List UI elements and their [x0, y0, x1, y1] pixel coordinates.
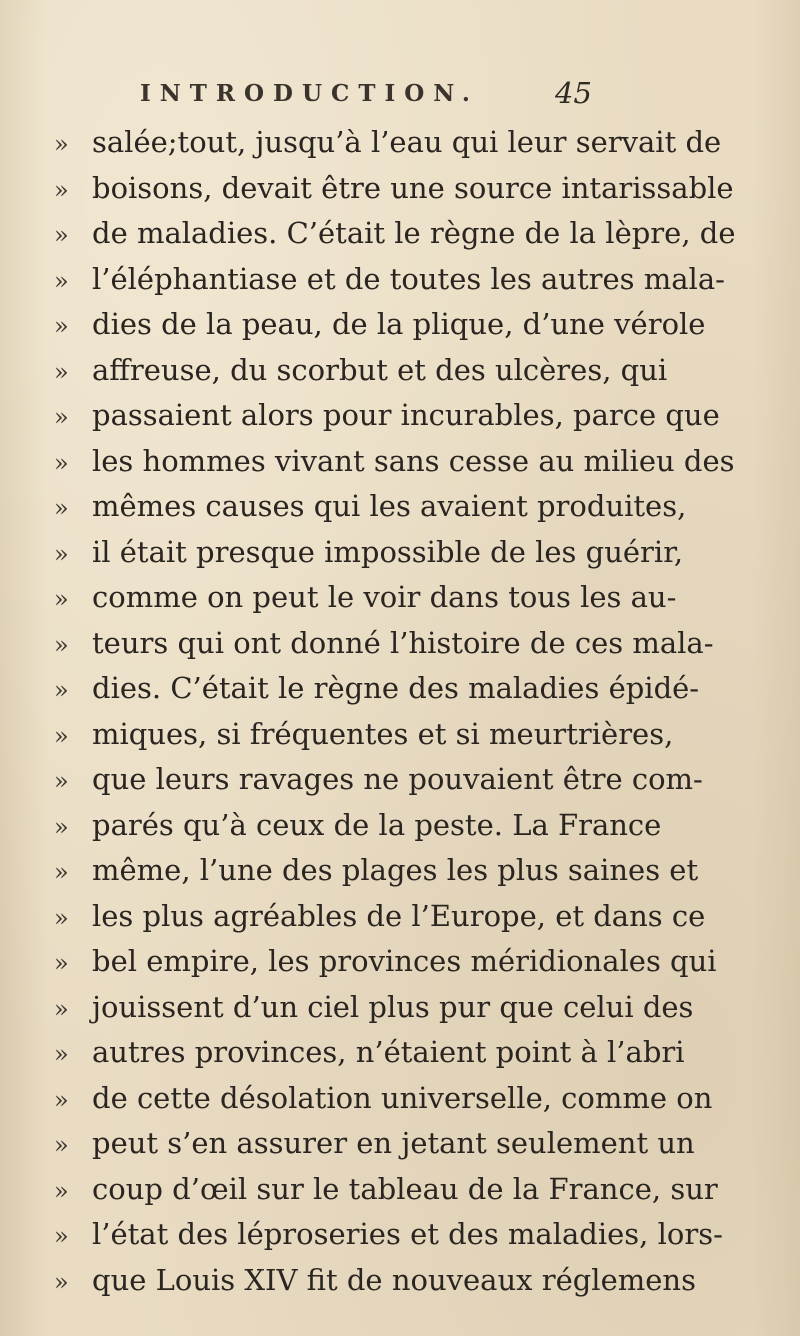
text-line	[54, 1030, 774, 1076]
text-line	[54, 1167, 774, 1213]
quote-mark: »	[54, 539, 69, 568]
text-line	[54, 302, 774, 348]
line-text: mêmes causes qui les avaient produites,	[92, 489, 687, 523]
text-line	[54, 621, 774, 667]
quote-mark: »	[54, 903, 69, 932]
line-text: de maladies. C’était le règne de la lèpre, de	[92, 216, 736, 250]
line-text: peut s’en assurer en jetant seulement un	[92, 1126, 695, 1160]
line-text: même, l’une des plages les plus saines et	[92, 853, 699, 887]
running-head	[140, 76, 620, 120]
line-text: dies de la peau, de la plique, d’une vérole	[92, 307, 706, 341]
line-text: comme on peut le voir dans tous les au-	[92, 580, 677, 614]
text-line	[54, 575, 774, 621]
line-text: de cette désolation universelle, comme on	[92, 1080, 713, 1115]
line-text: teurs qui ont donné l’histoire de ces mala-	[92, 625, 714, 660]
line-text: salée;tout, jusqu’à l’eau qui leur servait de	[92, 125, 722, 159]
text-line	[54, 439, 774, 485]
line-text: affreuse, du scorbut et des ulcères, qui	[92, 352, 668, 387]
quote-mark: »	[54, 130, 69, 158]
text-line	[54, 120, 774, 166]
text-line	[54, 1076, 774, 1122]
text-line	[54, 712, 774, 758]
text-line	[54, 1121, 774, 1167]
quote-mark: »	[54, 1085, 69, 1114]
text-line	[54, 666, 774, 712]
quote-mark: »	[54, 858, 69, 886]
text-line	[54, 348, 774, 394]
line-text: que Louis XIV fit de nouveaux réglemens	[92, 1262, 696, 1297]
line-text: dies. C’était le règne des maladies épidé-	[92, 671, 700, 705]
quote-mark: »	[54, 494, 69, 522]
line-text: parés qu’à ceux de la peste. La France	[92, 807, 662, 842]
text-line	[54, 1212, 774, 1258]
quote-mark: »	[54, 1267, 69, 1296]
line-text: coup d’œil sur le tableau de la France, sur	[92, 1171, 718, 1206]
text-line	[54, 257, 774, 303]
text-line	[54, 484, 774, 530]
page-number: 45	[555, 76, 592, 110]
text-line	[54, 757, 774, 803]
text-line	[54, 894, 774, 940]
quote-mark: »	[54, 1131, 69, 1159]
quote-mark: »	[54, 630, 69, 659]
text-line	[54, 985, 774, 1031]
quote-mark: »	[54, 812, 69, 841]
text-line	[54, 939, 774, 985]
quote-mark: »	[54, 312, 69, 340]
quote-mark: »	[54, 949, 69, 977]
line-text: il était presque impossible de les guérir,	[92, 534, 684, 569]
quote-mark: »	[54, 1176, 69, 1205]
line-text: l’état des léproseries et des maladies, lors-	[92, 1217, 723, 1251]
quote-mark: »	[54, 994, 69, 1023]
quote-mark: »	[54, 585, 69, 613]
quote-mark: »	[54, 175, 69, 204]
quote-mark: »	[54, 266, 69, 295]
running-title: INTRODUCTION.	[140, 80, 479, 107]
line-text: boisons, devait être une source intarissable	[92, 170, 734, 205]
line-text: jouissent d’un ciel plus pur que celui des	[92, 989, 694, 1024]
line-text: les hommes vivant sans cesse au milieu des	[92, 443, 735, 478]
quote-mark: »	[54, 357, 69, 386]
text-line	[54, 211, 774, 257]
text-line	[54, 530, 774, 576]
body-text	[54, 120, 774, 1303]
quote-mark: »	[54, 221, 69, 249]
quote-mark: »	[54, 1222, 69, 1250]
quote-mark: »	[54, 403, 69, 431]
quote-mark: »	[54, 448, 69, 477]
line-text: l’éléphantiase et de toutes les autres mala-	[92, 261, 725, 296]
line-text: passaient alors pour incurables, parce que	[92, 398, 720, 432]
line-text: autres provinces, n’étaient point à l’abri	[92, 1035, 685, 1069]
line-text: que leurs ravages ne pouvaient être com-	[92, 762, 703, 796]
line-text: bel empire, les provinces méridionales qui	[92, 944, 717, 978]
quote-mark: »	[54, 1040, 69, 1068]
text-line	[54, 848, 774, 894]
quote-mark: »	[54, 721, 69, 750]
quote-mark: »	[54, 767, 69, 795]
text-line	[54, 166, 774, 212]
text-line	[54, 393, 774, 439]
text-line	[54, 1258, 774, 1304]
text-line	[54, 803, 774, 849]
line-text: les plus agréables de l’Europe, et dans ce	[92, 898, 706, 933]
line-text: miques, si fréquentes et si meurtrières,	[92, 716, 674, 751]
quote-mark: »	[54, 676, 69, 704]
